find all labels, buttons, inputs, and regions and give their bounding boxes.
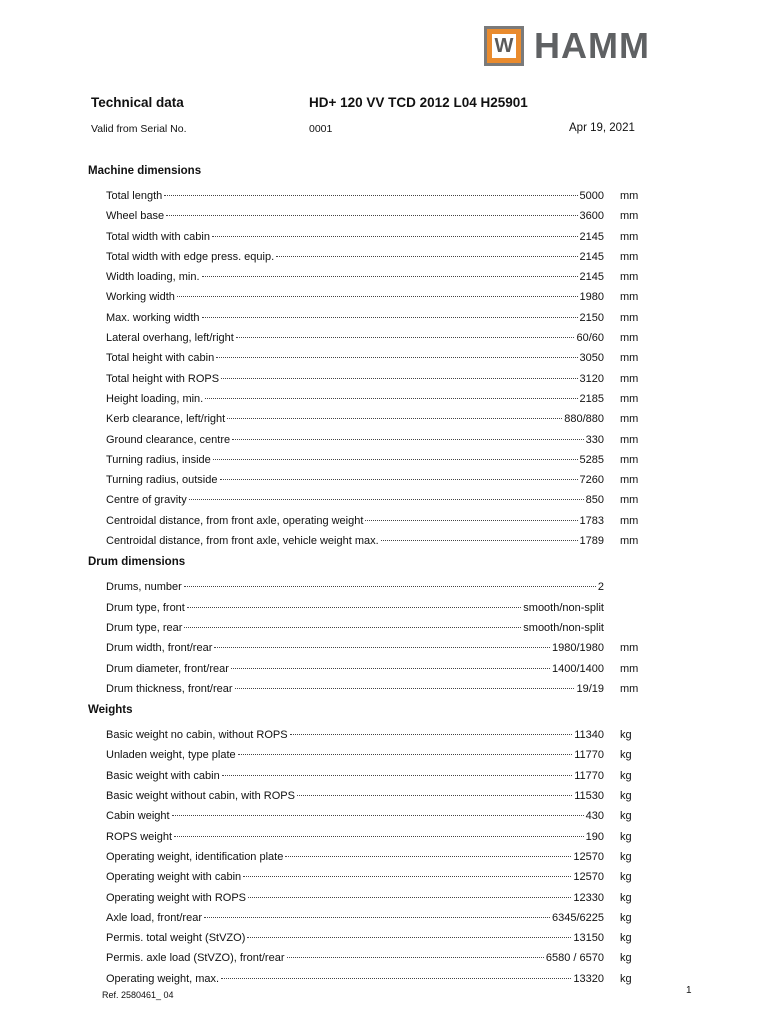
spec-value: 850 (585, 494, 604, 507)
spec-unit: mm (620, 291, 639, 304)
spec-value: 1400/1400 (552, 662, 604, 675)
leader-dots (166, 215, 577, 216)
spec-unit: mm (620, 372, 639, 385)
spec-row (88, 247, 648, 267)
spec-value: 1789 (579, 535, 604, 548)
spec-unit: mm (620, 642, 639, 655)
spec-label: Operating weight, max. (106, 972, 220, 985)
leader-dots (213, 459, 578, 460)
spec-value: 2145 (579, 271, 604, 284)
spec-row (88, 389, 648, 409)
spec-row (88, 745, 648, 765)
leader-dots (365, 520, 577, 521)
spec-unit: mm (620, 311, 639, 324)
leader-dots (232, 439, 584, 440)
spec-unit: mm (620, 474, 639, 487)
spec-unit: mm (620, 662, 639, 675)
spec-unit: kg (620, 972, 632, 985)
spec-unit: kg (620, 729, 632, 742)
spec-content (88, 160, 648, 989)
spec-row (88, 908, 648, 928)
valid-from-label: Valid from Serial No. (91, 123, 187, 135)
leader-dots (202, 276, 578, 277)
spec-label: Turning radius, outside (106, 474, 218, 487)
spec-unit: mm (620, 433, 639, 446)
spec-label: Total length (106, 190, 163, 202)
spec-label: Turning radius, inside (106, 453, 211, 466)
leader-dots (177, 296, 578, 297)
leader-dots (164, 195, 577, 196)
spec-label: Centroidal distance, from front axle, operating weight (106, 514, 364, 527)
page-title: Technical data (91, 95, 184, 110)
leader-dots (184, 586, 596, 587)
spec-value: smooth/non-split (523, 621, 604, 634)
leader-dots (187, 607, 521, 608)
spec-label: Drum type, rear (106, 621, 183, 634)
leader-dots (174, 836, 584, 837)
spec-row (88, 618, 648, 638)
spec-value: smooth/non-split (523, 601, 604, 614)
spec-row (88, 450, 648, 470)
spec-unit: mm (620, 535, 639, 548)
spec-label: Working width (106, 291, 175, 304)
leader-dots (216, 357, 577, 358)
spec-row (88, 308, 648, 328)
hamm-logo (484, 24, 650, 68)
spec-row (88, 948, 648, 968)
serial-number: 0001 (309, 123, 333, 135)
spec-row (88, 598, 648, 618)
brand-name: HAMM (534, 25, 650, 66)
spec-unit: mm (620, 453, 639, 466)
spec-unit: kg (620, 810, 632, 823)
leader-dots (214, 647, 550, 648)
spec-label: Axle load, front/rear (106, 911, 202, 924)
spec-unit: mm (620, 392, 639, 405)
spec-value: 330 (585, 433, 604, 446)
spec-row (88, 638, 648, 658)
spec-label: Cabin weight (106, 810, 170, 823)
spec-value: 3120 (579, 372, 604, 385)
leader-dots (235, 688, 575, 689)
spec-unit: mm (620, 332, 639, 345)
spec-label: Operating weight, identification plate (106, 850, 284, 863)
spec-value: 19/19 (576, 682, 604, 695)
spec-row (88, 186, 648, 206)
spec-row (88, 267, 648, 287)
spec-unit: kg (620, 749, 632, 762)
spec-label: Ground clearance, centre (106, 433, 231, 446)
leader-dots (221, 378, 577, 379)
leader-dots (220, 479, 578, 480)
spec-row (88, 531, 648, 551)
spec-value: 11770 (574, 749, 604, 762)
leader-dots (247, 937, 571, 938)
spec-unit: mm (620, 494, 639, 507)
spec-row (88, 227, 648, 247)
spec-row (88, 847, 648, 867)
leader-dots (205, 398, 577, 399)
spec-value: 2150 (579, 311, 604, 324)
leader-dots (285, 856, 571, 857)
spec-unit: kg (620, 769, 632, 782)
spec-label: Wheel base (106, 210, 165, 223)
spec-value: 6345/6225 (552, 911, 604, 924)
spec-unit: mm (620, 230, 639, 243)
spec-unit: kg (620, 790, 632, 803)
spec-row (88, 806, 648, 826)
model-name: HD+ 120 VV TCD 2012 L04 H25901 (309, 95, 528, 110)
section-title: Machine dimensions (88, 165, 202, 177)
spec-row (88, 577, 648, 597)
spec-row (88, 725, 648, 745)
section-title: Drum dimensions (88, 556, 186, 569)
spec-label: Max. working width (106, 311, 200, 324)
document-date: Apr 19, 2021 (569, 122, 635, 134)
leader-dots (189, 499, 584, 500)
spec-unit: mm (620, 271, 639, 284)
spec-value: 190 (585, 830, 604, 843)
spec-row (88, 409, 648, 429)
spec-unit: kg (620, 932, 632, 945)
leader-dots (236, 337, 575, 338)
spec-unit: mm (620, 514, 639, 527)
spec-row (88, 287, 648, 307)
spec-label: Height loading, min. (106, 392, 204, 405)
spec-row (88, 348, 648, 368)
spec-label: Permis. total weight (StVZO) (106, 932, 246, 945)
spec-unit: kg (620, 871, 632, 884)
spec-unit: mm (620, 250, 639, 263)
spec-row (88, 430, 648, 450)
hamm-logo-mark (484, 26, 524, 66)
spec-label: Total height with cabin (106, 352, 215, 365)
spec-value: 2185 (579, 392, 604, 405)
spec-row (88, 969, 648, 989)
spec-label: Operating weight with ROPS (106, 891, 247, 904)
spec-value: 11340 (574, 729, 604, 742)
spec-unit: kg (620, 891, 632, 904)
spec-label: Centroidal distance, from front axle, vehicle weight max. (106, 535, 379, 548)
section-rows (88, 725, 648, 989)
spec-row (88, 786, 648, 806)
spec-row (88, 827, 648, 847)
leader-dots (212, 236, 578, 237)
leader-dots (297, 795, 572, 796)
spec-label: Centre of gravity (106, 494, 187, 507)
spec-value: 3050 (579, 352, 604, 365)
spec-value: 5285 (579, 453, 604, 466)
spec-unit: kg (620, 850, 632, 863)
spec-value: 12570 (573, 871, 604, 884)
leader-dots (204, 917, 550, 918)
spec-row (88, 328, 648, 348)
spec-row (88, 679, 648, 699)
spec-label: Drum type, front (106, 601, 185, 614)
leader-dots (231, 668, 550, 669)
spec-value: 2145 (579, 230, 604, 243)
spec-unit: mm (620, 352, 639, 365)
spec-value: 2 (597, 581, 604, 594)
spec-value: 13320 (573, 972, 604, 985)
spec-value: 12570 (573, 850, 604, 863)
spec-value: 1783 (579, 514, 604, 527)
leader-dots (276, 256, 577, 257)
spec-label: Width loading, min. (106, 271, 200, 284)
leader-dots (290, 734, 573, 735)
spec-value: 1980/1980 (552, 642, 604, 655)
spec-unit: mm (620, 413, 639, 426)
spec-value: 12330 (573, 891, 604, 904)
leader-dots (172, 815, 584, 816)
spec-unit: kg (620, 830, 632, 843)
spec-label: Basic weight with cabin (106, 769, 220, 782)
section-title: Weights (88, 704, 133, 717)
spec-label: Drum diameter, front/rear (106, 662, 229, 675)
spec-label: Drum thickness, front/rear (106, 682, 233, 695)
section-rows (88, 186, 648, 551)
spec-row (88, 766, 648, 786)
spec-label: Drum width, front/rear (106, 642, 213, 655)
spec-value: 7260 (579, 474, 604, 487)
spec-unit: mm (620, 210, 639, 223)
spec-row (88, 490, 648, 510)
spec-label: Lateral overhang, left/right (106, 332, 234, 345)
spec-label: Total width with edge press. equip. (106, 250, 275, 263)
leader-dots (243, 876, 571, 877)
spec-value: 11530 (574, 790, 604, 803)
spec-label: Drums, number (106, 581, 182, 594)
spec-row (88, 928, 648, 948)
leader-dots (202, 317, 578, 318)
leader-dots (238, 754, 573, 755)
spec-value: 3600 (579, 210, 604, 223)
logo-letter: W (492, 34, 516, 58)
spec-label: Permis. axle load (StVZO), front/rear (106, 952, 285, 965)
spec-value: 6580 / 6570 (545, 952, 604, 965)
spec-label: Kerb clearance, left/right (106, 413, 226, 426)
page-number: 1 (686, 985, 692, 996)
spec-value: 430 (585, 810, 604, 823)
spec-label: Basic weight no cabin, without ROPS (106, 729, 288, 742)
section-rows (88, 577, 648, 699)
spec-value: 11770 (574, 769, 604, 782)
spec-value: 880/880 (564, 413, 604, 426)
footer-reference: Ref. 2580461_ 04 (102, 990, 174, 1000)
spec-unit: mm (620, 190, 639, 202)
spec-unit: kg (620, 952, 632, 965)
leader-dots (222, 775, 572, 776)
spec-row (88, 888, 648, 908)
spec-value: 60/60 (576, 332, 604, 345)
spec-unit: kg (620, 911, 632, 924)
leader-dots (227, 418, 562, 419)
spec-value: 2145 (579, 250, 604, 263)
leader-dots (221, 978, 571, 979)
spec-unit: mm (620, 682, 639, 695)
spec-label: ROPS weight (106, 830, 173, 843)
spec-label: Total height with ROPS (106, 372, 220, 385)
spec-value: 5000 (579, 190, 604, 202)
spec-label: Basic weight without cabin, with ROPS (106, 790, 295, 803)
leader-dots (381, 540, 578, 541)
leader-dots (287, 957, 544, 958)
spec-row (88, 867, 648, 887)
spec-label: Unladen weight, type plate (106, 749, 236, 762)
leader-dots (248, 897, 571, 898)
spec-label: Total width with cabin (106, 230, 210, 243)
spec-row (88, 206, 648, 226)
spec-row (88, 511, 648, 531)
spec-value: 13150 (573, 932, 604, 945)
spec-row (88, 470, 648, 490)
leader-dots (184, 627, 521, 628)
spec-value: 1980 (579, 291, 604, 304)
spec-row (88, 369, 648, 389)
spec-row (88, 659, 648, 679)
spec-label: Operating weight with cabin (106, 871, 242, 884)
